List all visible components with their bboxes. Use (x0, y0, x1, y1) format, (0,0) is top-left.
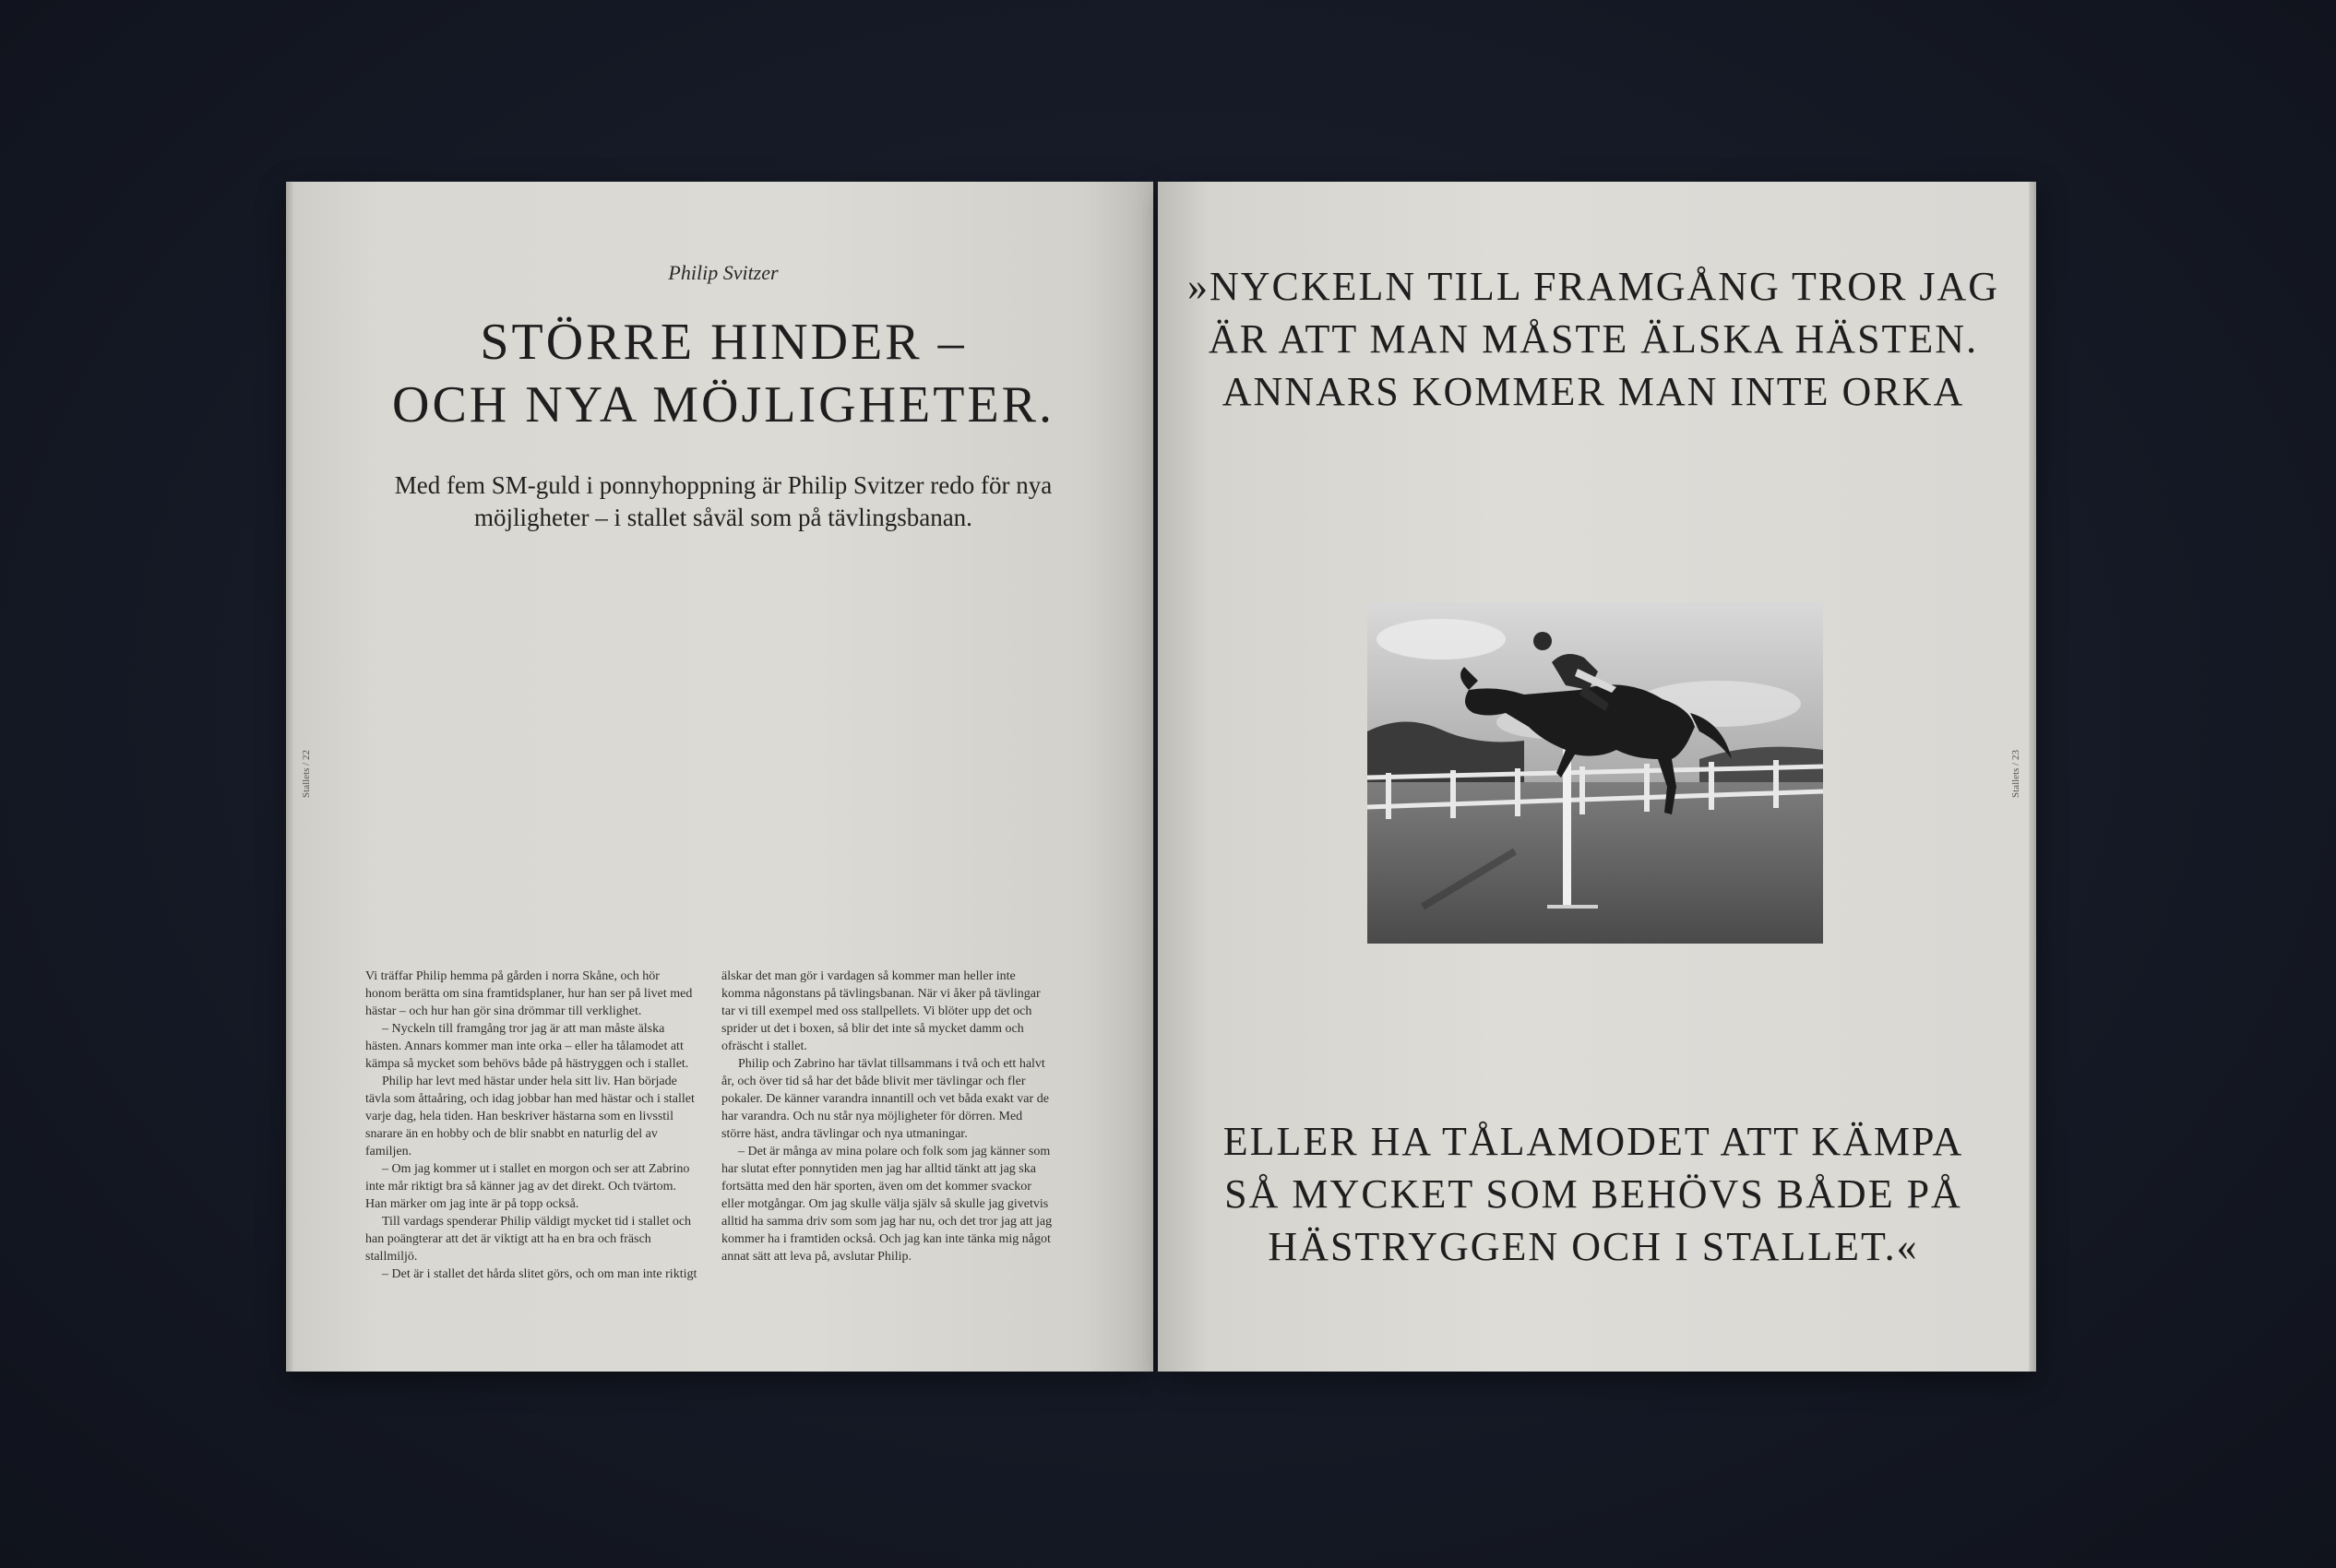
pull-quote-bottom (1158, 1115, 2029, 1273)
page-edge (2029, 182, 2036, 1372)
pull-quote-top (1158, 260, 2029, 418)
quote-line: ANNARS KOMMER MAN INTE ORKA (1222, 369, 1965, 414)
body-paragraph: – Nyckeln till framgång tror jag är att man måste älska hästen. Annars kommer man inte orka – eller ha tålamodet att kämpa så mycket som behövs både på hästryggen och i stallet. (365, 1022, 689, 1071)
body-column-1 (365, 968, 697, 1283)
body-paragraph: Philip och Zabrino har tävlat tillsammans i två och ett halvt år, och över tid så har det både blivit mer tävlingar och fler pokaler. De känner varandra innantill och vet båda exakt var de har varandra. Och nu står nya möjligheter för dörren. Med större häst, andra tävlingar och nya utmaningar. (721, 1057, 1049, 1141)
headline-line-2: OCH NYA MÖJLIGHETER. (392, 376, 1055, 434)
quote-line: SÅ MYCKET SOM BEHÖVS BÅDE PÅ (1224, 1171, 1962, 1217)
body-paragraph: Till vardags spenderar Philip väldigt mycket tid i stallet och han poängterar att det är viktigt att ha en bra och fräsch stallmiljö. (365, 1215, 692, 1264)
quote-line: ÄR ATT MAN MÅSTE ÄLSKA HÄSTEN. (1208, 316, 1979, 362)
page-folio: Stallets / 22 (300, 750, 312, 798)
quote-line: HÄSTRYGGEN OCH I STALLET.« (1268, 1224, 1919, 1269)
right-page (1158, 182, 2029, 1372)
body-paragraph: Vi träffar Philip hemma på gården i norra Skåne, och hör honom berätta om sina framtidsplaner, hur han ser på livet med hästar – och hur han gör sina drömmar till verklighet. (365, 969, 693, 1018)
quote-line: ELLER HA TÅLAMODET ATT KÄMPA (1222, 1119, 1964, 1164)
body-column-2 (721, 968, 1054, 1265)
page-folio: Stallets / 23 (2010, 750, 2022, 798)
body-paragraph: älskar det man gör i vardagen så kommer man heller inte komma någonstans på tävlingsbanan. När vi åker på tävlingar tar vi till exempel med oss stallpellets. Vi blöter upp det och sprider ut det i boxen, så blir det inte så mycket damm och ofräscht i stallet. (721, 969, 1041, 1053)
horse-jump-illustration (1367, 602, 1823, 944)
body-paragraph: – Det är i stallet det hårda slitet görs, och om man inte riktigt (382, 1267, 697, 1281)
quote-line: »NYCKELN TILL FRAMGÅNG TROR JAG (1186, 264, 2000, 309)
lede-paragraph: Med fem SM-guld i ponnyhoppning är Philip Svitzer redo för nya möjligheter – i stallet såväl som på tävlingsbanan. (394, 471, 1053, 531)
left-page (293, 182, 1153, 1372)
body-paragraph: – Om jag kommer ut i stallet en morgon och ser att Zabrino inte mår riktigt bra så känner jag av det direkt. Och tvärtom. Han märker om jag inte är på topp också. (365, 1162, 690, 1211)
byline: Philip Svitzer (668, 261, 779, 284)
body-paragraph: – Det är många av mina polare och folk som jag känner som har slutat efter ponnytiden men jag har alltid tänkt att jag ska fortsätta med den här sporten, även om det kommer svackor eller motgångar. Om jag skulle välja själv så skulle jag givetvis alltid ha samma driv som som jag har nu, och det tror jag att jag kommer ha i framtiden också. Och jag kan inte tänka mig något annat sätt att leva på, avslutar Philip. (721, 1145, 1053, 1264)
headline (293, 311, 1153, 436)
headline-line-1: STÖRRE HINDER – (480, 314, 967, 371)
body-paragraph: Philip har levt med hästar under hela sitt liv. Han började tävla som åttaåring, och idag jobbar han med hästar och i stallet varje dag, hela tiden. Han beskriver hästarna som en livsstil snarare än en hobby och de blir snabbt en naturlig del av familjen. (365, 1075, 695, 1158)
page-edge (286, 182, 293, 1372)
horse-jump-photo (1367, 602, 1823, 944)
